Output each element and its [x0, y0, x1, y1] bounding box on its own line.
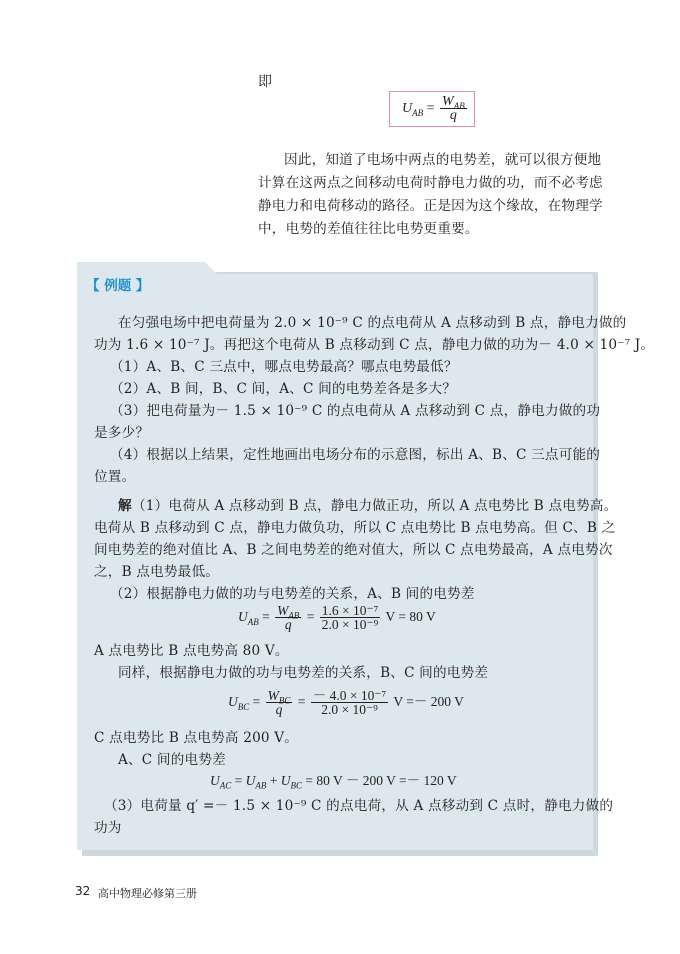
- solution-line-3: 间电势差的绝对值比 A、B 之间电势差的绝对值大，所以 C 点电势最高，A 点电势次: [94, 542, 613, 558]
- solution-label: 解: [118, 498, 132, 514]
- problem-q3-line-1: （3）把电荷量为－ 1.5 × 10⁻⁹ C 的点电荷从 A 点移动到 C 点，静电力做的功: [110, 403, 601, 419]
- equation-uac: $U_{AC} = U_{AB} + U_{BC} = 80$ V － 200 V =－ 120 V: [210, 773, 457, 791]
- equation-ubc: $U_{BC}$ = $\frac{W_{BC}}{q}$ = $\frac{\text{－ 4.0 × 10⁻⁷}}{\text{2.0 × 10⁻⁹}}$ V =－ 200 V: [228, 688, 464, 717]
- page-number: 32: [75, 884, 91, 898]
- example-label: 【 例题 】: [86, 278, 150, 294]
- intro-paragraph-line-1: 因此，知道了电场中两点的电势差，就可以很方便地: [284, 152, 602, 168]
- solution-line-4: 之，B 点电势最低。: [94, 564, 220, 580]
- problem-q3-line-2: 是多少？: [94, 425, 150, 441]
- solution-line-2: 电荷从 B 点移动到 C 点，静电力做负功，所以 C 点电势比 B 点电势高。但 C、B 之: [94, 520, 616, 536]
- intro-ji: 即: [258, 74, 273, 90]
- problem-line-2: 功为 1.6 × 10⁻⁷ J。再把这个电荷从 B 点移动到 C 点，静电力做的功为－ 4.0 × 10⁻⁷ J。: [94, 337, 655, 353]
- line-same: 同样，根据静电力做的功与电势差的关系，B、C 间的电势差: [118, 665, 489, 681]
- line-after-eq2: C 点电势比 B 点电势高 200 V。: [94, 730, 299, 746]
- line-after-eq1: A 点电势比 B 点电势高 80 V。: [94, 643, 289, 659]
- line-ac: A、C 间的电势差: [118, 752, 226, 768]
- problem-q1: （1）A、B、C 三点中，哪点电势最高？哪点电势最低？: [110, 359, 458, 375]
- part3-line-1: （3）电荷量 q′ =－ 1.5 × 10⁻⁹ C 的点电荷，从 A 点移动到 C 点时，静电力做的: [104, 798, 614, 814]
- intro-paragraph-line-4: 中，电势的差值往往比电势更重要。: [258, 221, 479, 237]
- solution-line-5: （2）根据静电力做的功与电势差的关系，A、B 间的电势差: [110, 586, 475, 602]
- problem-line-1: 在匀强电场中把电荷量为 2.0 × 10⁻⁹ C 的点电荷从 A 点移动到 B 点，静电力做的: [118, 315, 627, 331]
- intro-paragraph-line-2: 计算在这两点之间移动电荷时静电力做的功，而不必考虑: [258, 175, 603, 191]
- problem-q2: （2）A、B 间，B、C 间，A、C 间的电势差各是多大？: [110, 381, 457, 397]
- highlight-formula-box: [389, 91, 475, 127]
- part3-line-2: 功为: [94, 820, 122, 836]
- problem-q4-line-2: 位置。: [94, 469, 136, 485]
- formula-uab-w-over-q: $U_{AB}$ = $\frac{W_{AB}}{q}$: [402, 94, 465, 123]
- book-title: 高中物理必修第三册: [98, 887, 197, 900]
- solution-line-1: （1）电荷从 A 点移动到 B 点，静电力做正功，所以 A 点电势比 B 点电势高。: [132, 498, 618, 514]
- intro-paragraph-line-3: 静电力和电荷移动的路径。正是因为这个缘故，在物理学: [258, 198, 603, 214]
- formula-fraction: $\frac{W_{AB}}{q}$: [442, 94, 465, 123]
- problem-q4-line-1: （4）根据以上结果，定性地画出电场分布的示意图，标出 A、B、C 三点可能的: [110, 447, 601, 463]
- equation-uab: $U_{AB}$ = $\frac{W_{AB}}{q}$ = $\frac{\text{1.6 × 10⁻⁷}}{\text{2.0 × 10⁻⁹}}$ V = 80 V: [238, 603, 436, 632]
